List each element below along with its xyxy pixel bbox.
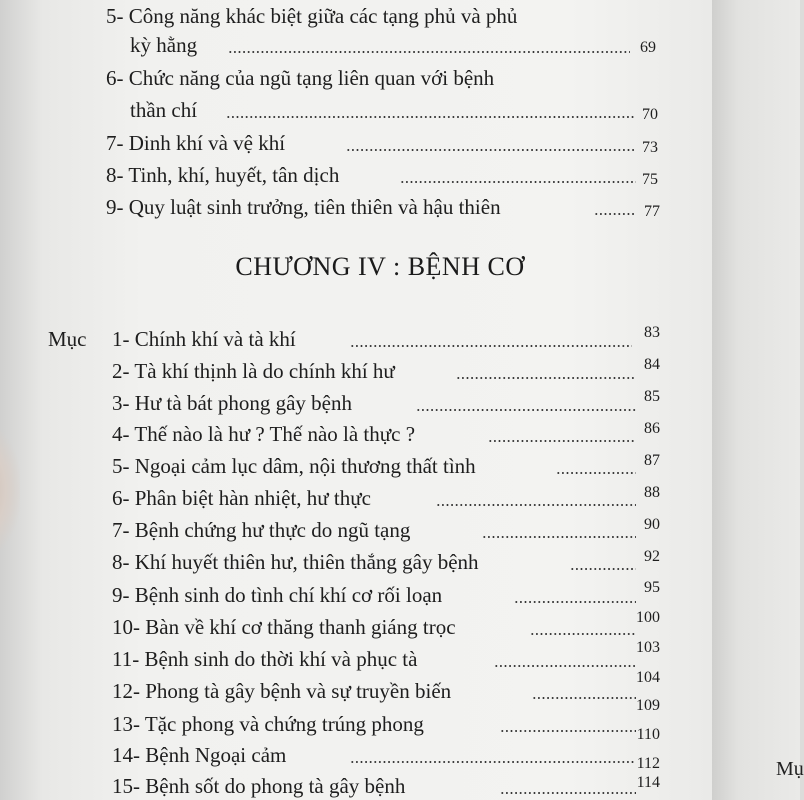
toc-row (0, 31, 660, 59)
toc-row (0, 581, 660, 609)
toc-entry-title: 3- Hư tà bát phong gây bệnh (112, 391, 352, 415)
toc-page-number: 109 (636, 697, 660, 714)
toc-page-number: 112 (636, 755, 660, 772)
toc-page-number: 104 (636, 669, 660, 686)
toc-entry-title: 8- Khí huyết thiên hư, thiên thắng gây bệnh (112, 550, 479, 574)
toc-page-number: 73 (642, 139, 658, 156)
toc-row (0, 639, 660, 673)
toc-page-number: 92 (644, 548, 660, 565)
leader-dots (226, 116, 636, 118)
toc-page-number: 110 (636, 726, 660, 743)
toc-row (0, 609, 660, 641)
toc-entry-title: 15- Bệnh sốt do phong tà gây bệnh (112, 774, 406, 798)
toc-row (0, 726, 660, 769)
toc-entry-title: 12- Phong tà gây bệnh và sự truyền biến (112, 679, 452, 703)
toc-row (0, 420, 660, 448)
leader-dots (494, 665, 636, 667)
toc-entry-title-cont: thần chí (130, 98, 198, 122)
toc-entry-title: 5- Ngoại cảm lục dâm, nội thương thất tình (112, 454, 476, 478)
toc-row (0, 64, 660, 92)
toc-entry-title: 11- Bệnh sinh do thời khí và phục tà (112, 647, 418, 671)
toc-row (0, 516, 660, 544)
toc-entry-title: 5- Công năng khác biệt giữa các tạng phủ và phủ (106, 4, 518, 28)
toc-entry-title: 14- Bệnh Ngoại cảm (112, 743, 287, 767)
toc-page-number: 103 (636, 639, 660, 656)
toc-entry-title: 8- Tinh, khí, huyết, tân dịch (106, 163, 340, 187)
toc-page-number: 95 (644, 579, 660, 596)
toc-row (0, 452, 660, 480)
leader-dots (228, 51, 630, 53)
leader-dots (350, 345, 632, 347)
toc-page-number: 69 (640, 39, 656, 56)
toc-entry-title: 2- Tà khí thịnh là do chính khí hư (112, 359, 395, 383)
toc-entry-title: 7- Bệnh chứng hư thực do ngũ tạng (112, 518, 411, 542)
toc-row (0, 325, 660, 353)
leader-dots (500, 792, 636, 794)
toc-entry-title: 4- Thế nào là hư ? Thế nào là thực ? (112, 422, 416, 446)
toc-entry-title: 6- Chức năng của ngũ tạng liên quan với bệnh (106, 66, 495, 90)
chapter-heading: CHƯƠNG IV : BỆNH CƠ (235, 252, 525, 281)
toc-entry-title: 10- Bàn về khí cơ thăng thanh giáng trọc (112, 615, 456, 639)
leader-dots (436, 504, 636, 506)
toc-entry-title: 9- Quy luật sinh trưởng, tiên thiên và hậu thiên (106, 195, 501, 219)
toc-page-number: 83 (644, 324, 660, 341)
toc-row (0, 129, 660, 157)
leader-dots (456, 377, 634, 379)
leader-dots (482, 536, 636, 538)
book-page-right (712, 0, 800, 800)
leader-dots (488, 440, 636, 442)
leader-dots (500, 730, 636, 732)
toc-row (0, 357, 660, 385)
toc-page-number: 86 (644, 420, 660, 437)
toc-row (0, 484, 660, 512)
leader-dots (514, 601, 636, 603)
toc-entry-title: 13- Tặc phong và chứng trúng phong (112, 712, 424, 736)
toc-row (0, 193, 660, 221)
toc-entry-title: 1- Chính khí và tà khí (112, 327, 296, 351)
toc-page-number: 114 (636, 774, 660, 791)
toc-row (0, 96, 660, 124)
toc-row (0, 2, 660, 30)
toc-page-number: 84 (644, 356, 660, 373)
toc-page-number: 70 (642, 106, 658, 123)
toc-row (0, 697, 660, 738)
toc-entry-title: 6- Phân biệt hàn nhiệt, hư thực (112, 486, 371, 510)
toc-page-number: 75 (642, 171, 658, 188)
toc-row (0, 161, 660, 189)
toc-entry-title: 7- Dinh khí và vệ khí (106, 131, 286, 155)
toc-page-number: 87 (644, 452, 660, 469)
toc-row (0, 389, 660, 417)
leader-dots (400, 181, 636, 183)
leader-dots (346, 149, 636, 151)
toc-page-number: 88 (644, 484, 660, 501)
toc-entry-title-cont: kỳ hằng (130, 33, 198, 57)
toc-page-number: 85 (644, 388, 660, 405)
section-label: Mục (48, 327, 87, 351)
leader-dots (416, 409, 636, 411)
toc-entry-title: 9- Bệnh sinh do tình chí khí cơ rối loạn (112, 583, 443, 607)
toc-row (0, 548, 660, 576)
leader-dots (350, 761, 636, 763)
toc-row (0, 669, 660, 705)
toc-page-number: 100 (636, 609, 660, 626)
toc-page-number: 90 (644, 516, 660, 533)
toc-page-number: 77 (644, 203, 660, 220)
right-page-text: Mụ (776, 758, 804, 780)
